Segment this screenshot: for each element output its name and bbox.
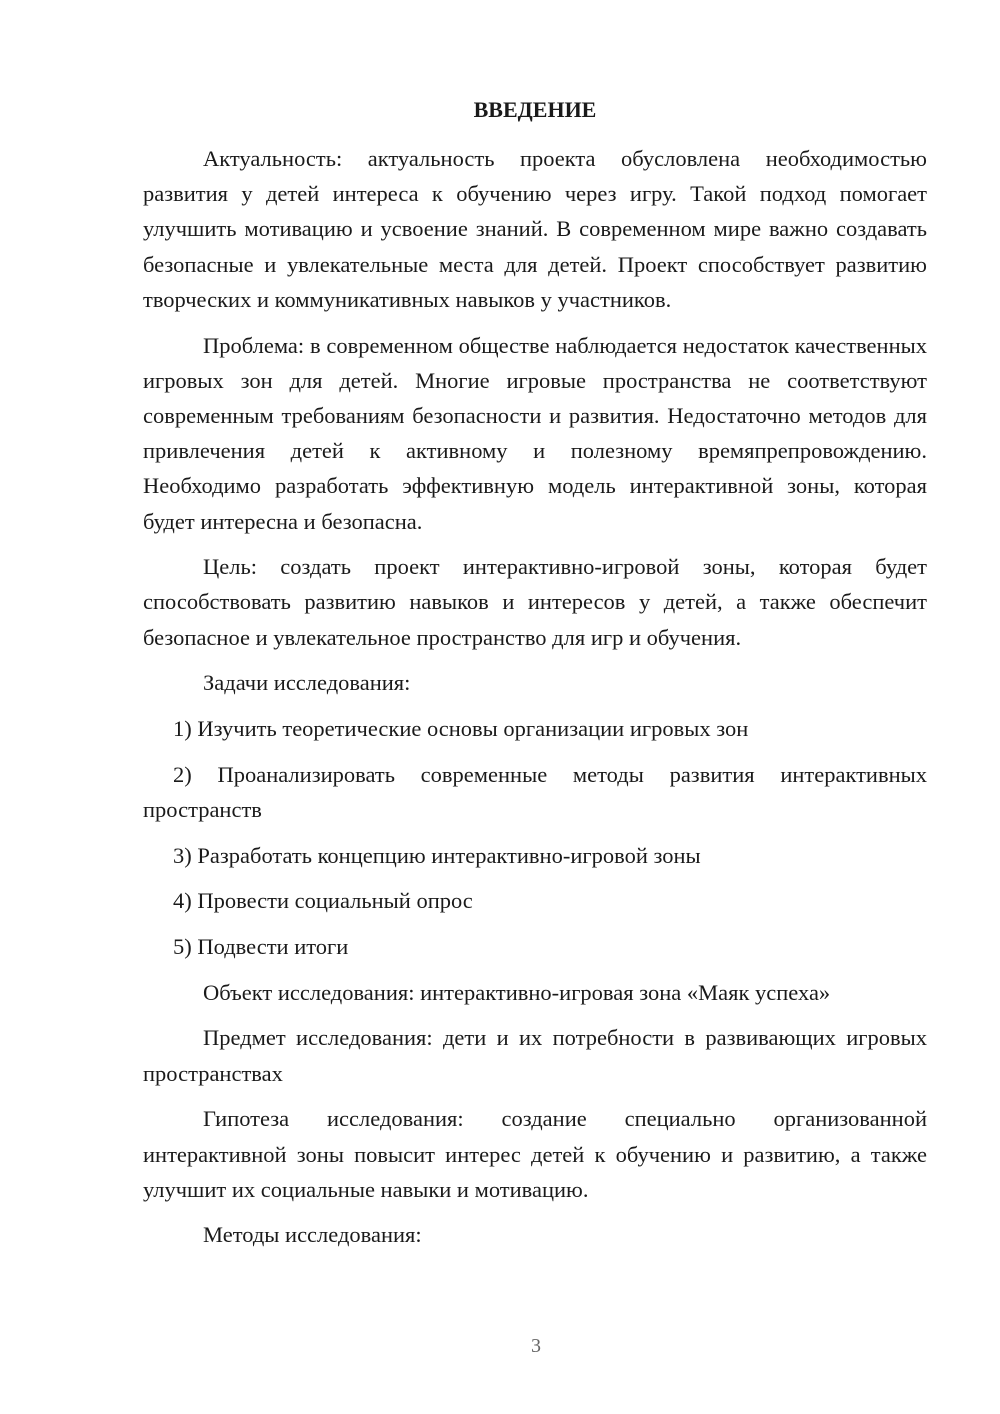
paragraph-subject: Предмет исследования: дети и их потребности в развивающих игровых пространствах: [143, 1025, 927, 1086]
paragraph-tasks-intro: Задачи исследования:: [203, 670, 411, 696]
page-content: [143, 92, 927, 1263]
paragraph-hypothesis: Гипотеза исследования: создание специально организованной интерактивной зоны повысит интерес детей к обучению и развитию, а также улучшит их социальные навыки и мотивацию.: [143, 1106, 927, 1202]
task-item-1: 1) Изучить теоретические основы организации игровых зон: [173, 716, 749, 742]
section-heading: ВВЕДЕНИЕ: [473, 97, 597, 122]
task-item-2: 2) Проанализировать современные методы развития интерактивных пространств: [143, 761, 927, 822]
task-item-4: 4) Провести социальный опрос: [173, 888, 473, 914]
paragraph-methods: Методы исследования:: [203, 1222, 422, 1248]
paragraph-relevance: Актуальность: актуальность проекта обусловлена необходимостью развития у детей интереса к обучению через игру. Такой подход помогает улучшить мотивацию и усвоение знаний. В современном мире важно создавать безопасные и увлекательные места для детей. Проект способствует развитию творческих и коммуникативных навыков у участников.: [143, 146, 927, 312]
page-number: 3: [531, 1335, 541, 1357]
paragraph-object: Объект исследования: интерактивно-игровая зона «Маяк успеха»: [203, 979, 831, 1005]
task-item-3: 3) Разработать концепцию интерактивно-игровой зоны: [173, 842, 701, 868]
paragraph-problem: Проблема: в современном обществе наблюдается недостаток качественных игровых зон для детей. Многие игровые пространства не соответствуют современным требованиям безопасности и развития. Недостаточно методов для привлечения детей к активному и полезному времяпрепровождению. Необходимо разработать эффективную модель интерактивной зоны, которая будет интересна и безопасна.: [143, 332, 927, 534]
paragraph-goal: Цель: создать проект интерактивно-игровой зоны, которая будет способствовать развитию навыков и интересов у детей, а также обеспечит безопасное и увлекательное пространство для игр и обучения.: [143, 554, 927, 650]
task-item-5: 5) Подвести итоги: [173, 934, 349, 960]
